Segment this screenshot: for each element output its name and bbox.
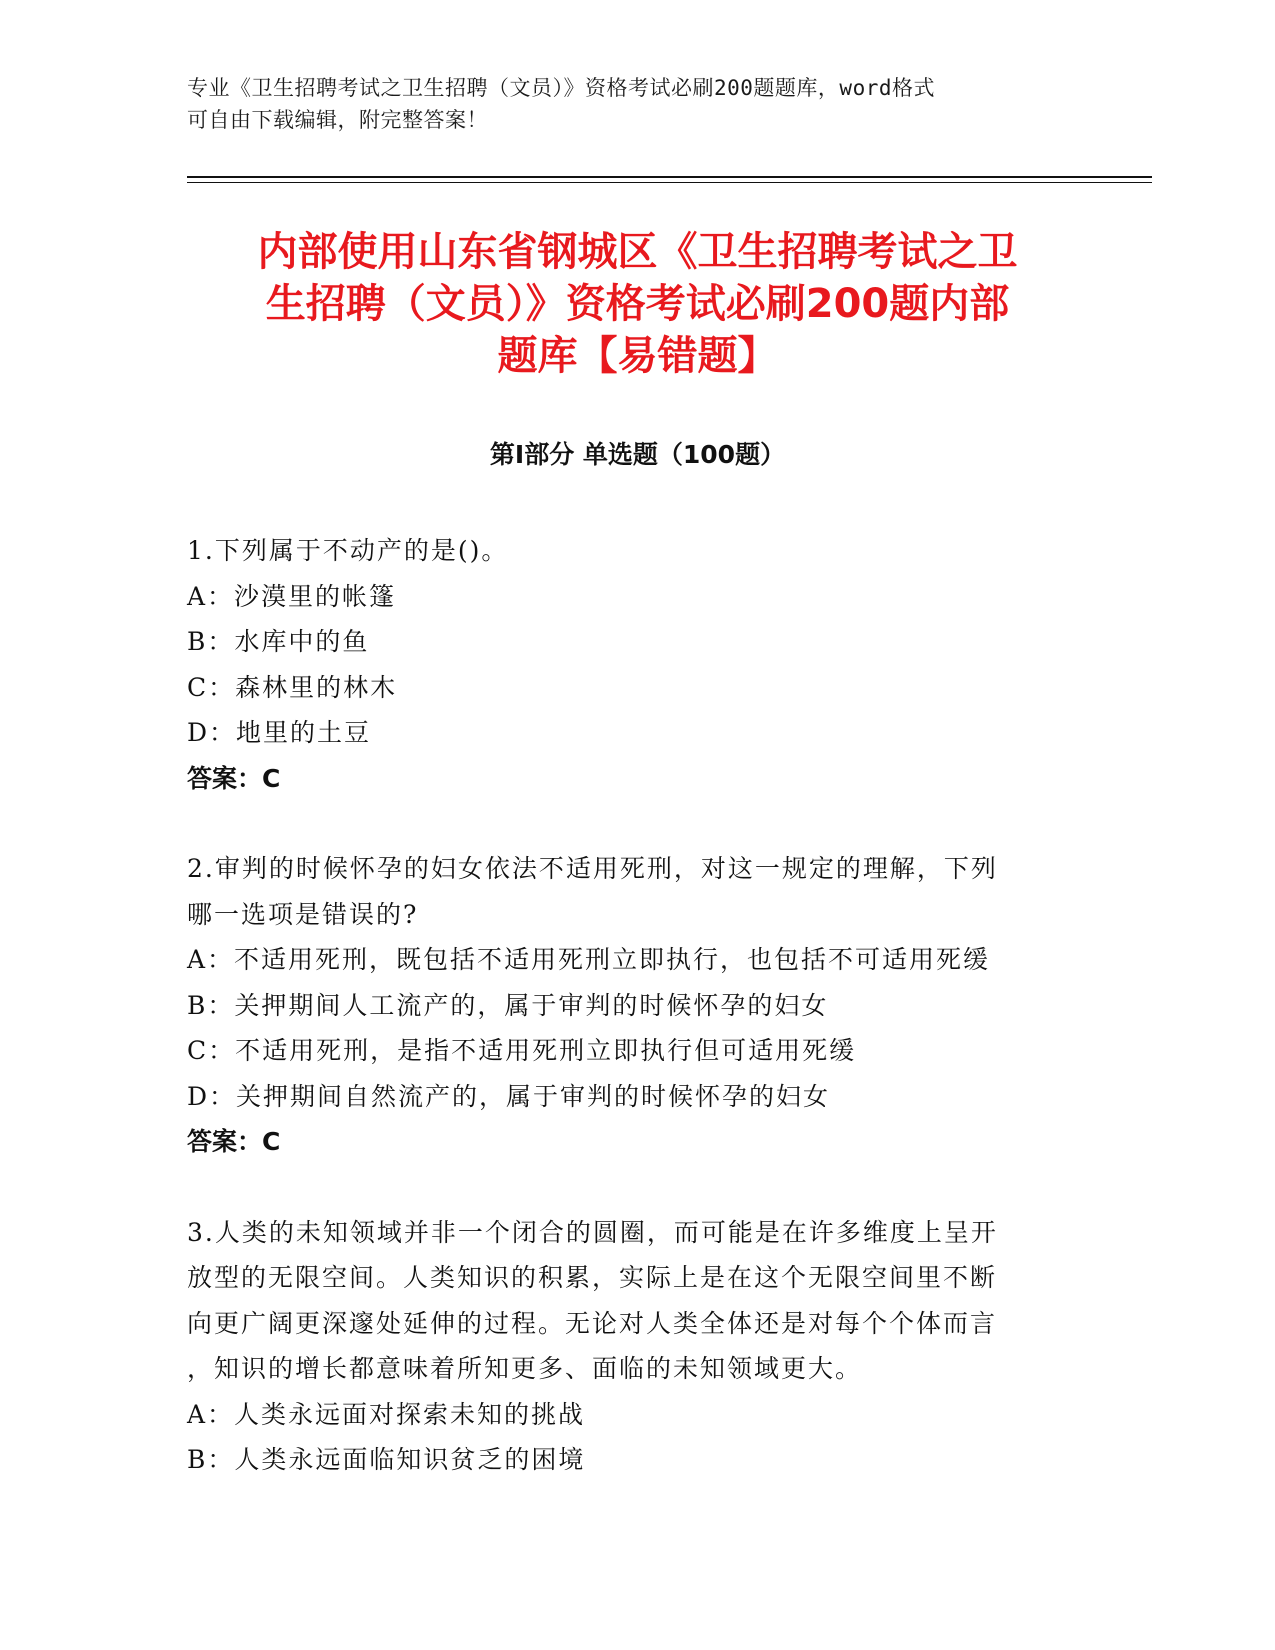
option-a: A：不适用死刑，既包括不适用死刑立即执行，也包括不可适用死缓: [187, 945, 991, 974]
option-a: A：沙漠里的帐篷: [187, 581, 397, 611]
option-c: C：不适用死刑，是指不适用死刑立即执行但可适用死缓: [187, 1036, 857, 1065]
question-stem: 向更广阔更深邃处延伸的过程。无论对人类全体还是对每个个体而言: [187, 1308, 998, 1338]
answer-line: 答案：C: [187, 763, 281, 793]
question-stem: ，知识的增长都意味着所知更多、面临的未知领域更大。: [187, 1354, 863, 1383]
question-stem: 1.下列属于不动产的是()。: [187, 536, 509, 565]
header-note-line: 可自由下载编辑，附完整答案！: [187, 108, 488, 132]
question-list: [187, 528, 1067, 1528]
title-line: 题库【易错题】: [497, 333, 778, 379]
option-c: C：森林里的林木: [187, 672, 398, 702]
header-divider-thick: [187, 176, 1152, 178]
option-b: B：水库中的鱼: [187, 627, 370, 656]
option-d: D：地里的土豆: [187, 718, 372, 747]
title-line: 内部使用山东省钢城区《卫生招聘考试之卫: [257, 229, 1018, 275]
question-3: [187, 1210, 1067, 1483]
option-b: B：人类永远面临知识贫乏的困境: [187, 1445, 586, 1474]
question-stem: 2.审判的时候怀孕的妇女依法不适用死刑，对这一规定的理解，下列: [187, 854, 998, 883]
question-stem: 哪一选项是错误的?: [187, 899, 419, 929]
question-1: [187, 528, 1067, 801]
option-a: A：人类永远面对探索未知的挑战: [187, 1399, 586, 1429]
section-title: 第Ⅰ部分 单选题（100题）: [489, 440, 786, 469]
answer-line: 答案：C: [187, 1127, 281, 1156]
question-stem: 放型的无限空间。人类知识的积累，实际上是在这个无限空间里不断: [187, 1263, 998, 1292]
header-note: [187, 72, 1067, 136]
header-note-line: 专业《卫生招聘考试之卫生招聘（文员）》资格考试必刷200题题库，word格式: [187, 76, 935, 100]
document-title: [190, 226, 1085, 382]
question-stem: 3.人类的未知领域并非一个闭合的圆圈，而可能是在许多维度上呈开: [187, 1217, 998, 1247]
option-d: D：关押期间自然流产的，属于审判的时候怀孕的妇女: [187, 1081, 831, 1111]
title-line: 生招聘（文员）》资格考试必刷200题内部: [265, 281, 1010, 327]
header-divider-thin: [187, 182, 1152, 183]
question-2: [187, 846, 1067, 1165]
option-b: B：关押期间人工流产的，属于审判的时候怀孕的妇女: [187, 990, 829, 1020]
